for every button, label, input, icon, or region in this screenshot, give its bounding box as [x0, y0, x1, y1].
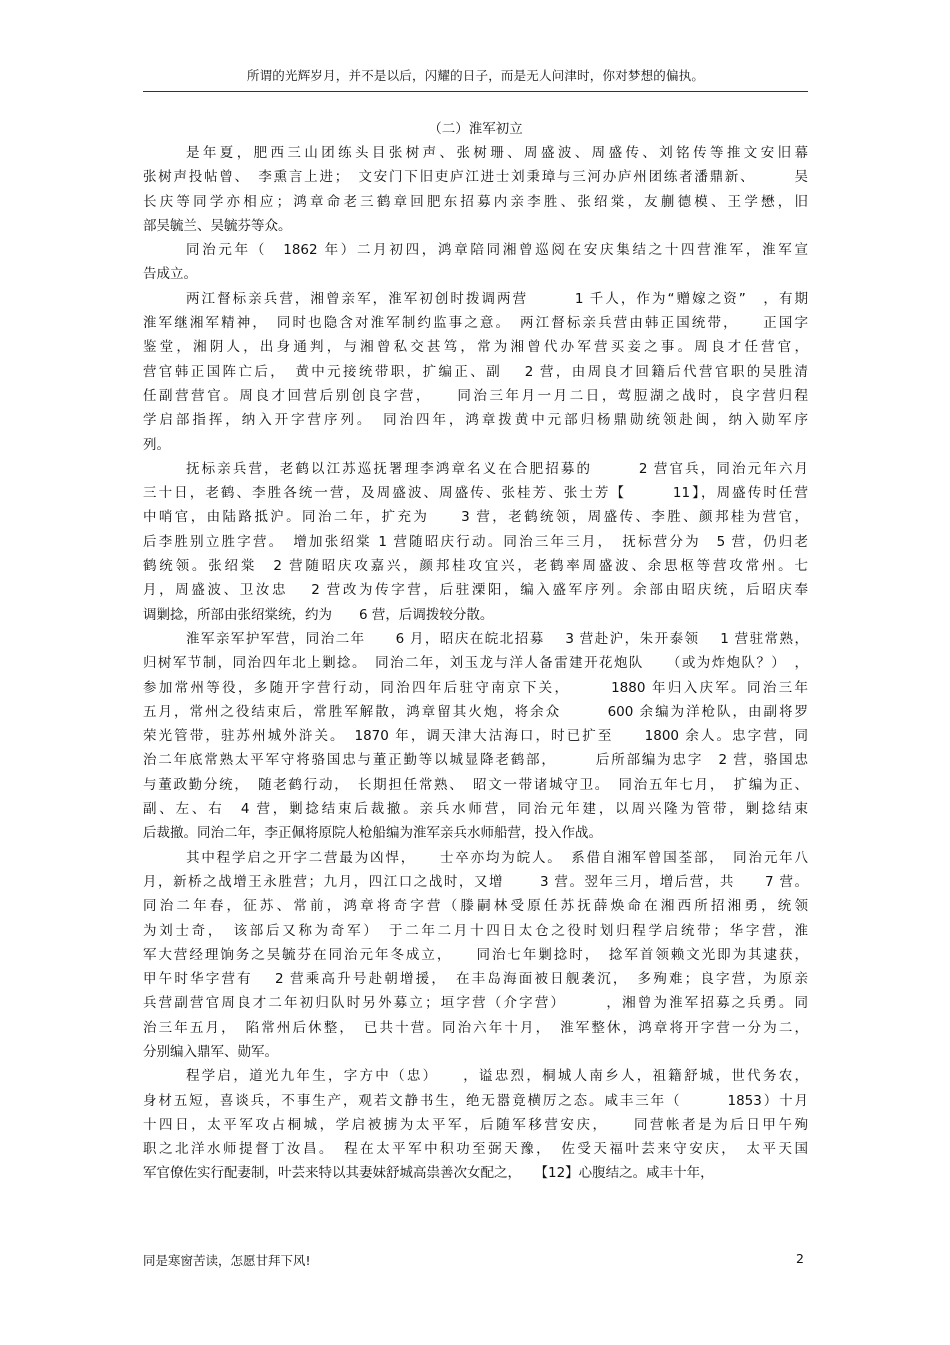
text-line: 中哨官，由陆路抵沪。同治二年，扩充为 3 营，老鹤统领，周盛传、李胜、颜邦桂为营官， [143, 509, 808, 526]
text-line: 三十日，老鹤、李胜各统一营，及周盛波、周盛传、张桂芳、张士芳【 11】，周盛传时任营 [143, 485, 808, 502]
section-title: （二）淮军初立 [428, 121, 523, 137]
text-line: 月，周盛波、卫汝忠 2 营改为传字营，后驻溧阳，编入盛军序列。余部由昭庆统，后昭庆奉 [143, 582, 808, 599]
paragraph [143, 141, 808, 238]
text-line: 营官韩正国阵亡后， 黄中元接统带职，扩编正、副 2 营，由周良才回籍后代营官职的吴胜清 [143, 363, 808, 380]
text-line: 职之北洋水师提督丁汝昌。 程在太平军中积功至弼天豫， 佐受天福叶芸来守安庆， 太平天国 [143, 1141, 808, 1158]
text-line: 月，新桥之战增王永胜营；九月，四江口之战时，又增 3 营。翌年三月，增后营，共 7 营。 [143, 873, 808, 890]
text-line: 长庆等同学亦相应；鸿章命老三鹤章回肥东招募内亲李胜、张绍棠，友蒯德模、王学懋，旧 [143, 193, 808, 210]
header-rule [143, 91, 808, 92]
text-line: 治三年五月， 陷常州后休整， 已共十营。同治六年十月， 淮军整休，鸿章将开字营一分为二， [143, 1019, 808, 1036]
text-line: 荣光管带，驻苏州城外浒关。 1870 年，调天津大沽海口，时已扩至 1800 余人。忠字营，同 [143, 728, 808, 745]
text-line: 兵营副营官周良才二年初归队时另外募立；垣字营（介字营） ，湘曾为淮军招募之兵勇。同 [143, 995, 808, 1012]
text-line: 身材五短，喜谈兵，不事生产，观若文静书生，绝无嚣竟横厉之态。咸丰三年（ 1853）十月 [143, 1092, 808, 1109]
text-line: 张树声投帖曾、 李熏言上进； 文安门下旧吏庐江进士刘秉璋与三河办庐州团练者潘鼎新、 吴 [143, 169, 808, 186]
text-line: 同治元年（ 1862 年）二月初四，鸿章陪同湘曾巡阅在安庆集结之十四营淮军，淮军宣 [186, 242, 808, 259]
text-line: 淮军继湘军精神， 同时也隐含对淮军制约监事之意。 两江督标亲兵营由韩正国统带， 正国字 [143, 315, 808, 332]
text-line: 学启部指挥，纳入开字营序列。 同治四年，鸿章拨黄中元部归杨鼎勋统领赴闽，纳入勋军序 [143, 412, 808, 429]
paragraph [143, 1064, 808, 1185]
text-line: 其中程学启之开字二营最为凶悍， 士卒亦均为皖人。 系借自湘军曾国荃部， 同治元年八 [186, 849, 808, 866]
text-line: 十四日，太平军攻占桐城，学启被掳为太平军，后随军移营安庆， 同营帐者是为后日甲午殉 [143, 1116, 808, 1133]
footer-motto: 同是寒窗苦读，怎愿甘拜下风! [143, 1253, 311, 1268]
paragraph [143, 457, 808, 627]
text-line: 抚标亲兵营，老鹤以江苏巡抚署理李鸿章名义在合肥招募的 2 营官兵，同治元年六月 [186, 460, 808, 477]
text-line: 鉴堂，湘阴人，出身通判，与湘曾私交甚笃，常为湘曾代办军营买妾之事。周良才任营官， [143, 339, 808, 356]
paragraph [143, 287, 808, 457]
text-line: 为刘士奇， 该部后又称为奇军） 于二年二月十四日太仓之役时划归程学启统带；华字营，淮 [143, 922, 808, 939]
text-line: 副、左、右 4 营，剿捻结束后裁撤。亲兵水师营，同治元年建，以周兴隆为管带，剿捻结束 [143, 801, 808, 818]
paragraph [143, 846, 808, 1065]
page-number: 2 [796, 1251, 804, 1266]
text-line: 军官僚佐实行配妻制，叶芸来特以其妻妹舒城高祟善次女配之， 【12】心腹结之。咸丰十年， [143, 1165, 714, 1182]
text-line: 分别编入鼎军、勋军。 [143, 1043, 278, 1060]
text-line: 后裁撤。同治二年，李正佩将原院人枪船编为淮军亲兵水师船营，投入作战。 [143, 825, 602, 842]
text-line: 甲午时华字营有 2 营乘高升号赴朝增援， 在丰岛海面被日舰袭沉， 多殉难；良字营，为原亲 [143, 971, 808, 988]
text-line: 部吴毓兰、吴毓芬等众。 [143, 217, 292, 234]
paragraph [143, 627, 808, 846]
text-line: 同治二年春，征苏、常前，鸿章将奇字营（滕嗣林受原任苏抚薛焕命在湘西所招湘勇，统领 [143, 898, 808, 915]
text-line: 列。 [143, 436, 170, 453]
paragraph [143, 238, 808, 287]
page-header-quote: 所谓的光辉岁月，并不是以后，闪耀的日子，而是无人问津时，你对梦想的偏执。 [246, 68, 705, 83]
text-line: 军大营经理饷务之吴毓芬在同治元年冬成立， 同治七年剿捻时， 捻军首领赖文光即为其逮获， [143, 946, 808, 963]
text-line: 参加常州等役，多随开字营行动，同治四年后驻守南京下关， 1880 年归入庆军。同治三年 [143, 679, 808, 696]
text-line: 后李胜别立胜字营。 增加张绍棠 1 营随昭庆行动。同治三年三月， 抚标营分为 5 营，仍归老 [143, 533, 808, 550]
text-line: 五月，常州之役结束后，常胜军解散，鸿章留其火炮，将余众 600 余编为洋枪队，由副将罗 [143, 703, 808, 720]
body-text [143, 141, 808, 1186]
text-line: 任副营营官。周良才回营后别创良字营， 同治三年月一月二日，莺脰湖之战时，良字营归程 [143, 387, 808, 404]
text-line: 两江督标亲兵营，湘曾亲军，淮军初创时拨调两营 1 千人，作为“赠嫁之资” ，有期 [186, 290, 808, 307]
text-line: 程学启，道光九年生，字方中（忠） ，谥忠烈，桐城人南乡人，祖籍舒城，世代务农， [186, 1068, 808, 1085]
text-line: 与董政勤分统， 随老鹤行动， 长期担任常熟、 昭文一带诸城守卫。 同治五年七月， 扩编为正、 [143, 776, 808, 793]
text-line: 治二年底常熟太平军守将骆国忠与董正勤等以城显降老鹤部， 后所部编为忠字 2 营，骆国忠 [143, 752, 808, 769]
text-line: 告成立。 [143, 266, 197, 283]
text-line: 调剿捻，所部由张绍棠统，约为 6 营，后调拨较分散。 [143, 606, 494, 623]
text-line: 淮军亲军护军营，同治二年 6 月，昭庆在皖北招募 3 营赴沪，朱开泰领 1 营驻常熟， [186, 630, 808, 647]
text-line: 归树军节制，同治四年北上剿捻。 同治二年，刘玉龙与洋人备雷建开花炮队 （或为炸炮队？） ， [143, 655, 808, 672]
text-line: 是年夏，肥西三山团练头目张树声、张树珊、周盛波、周盛传、刘铭传等推文安旧幕 [186, 145, 808, 161]
text-line: 鹤统领。张绍棠 2 营随昭庆攻嘉兴，颜邦桂攻宜兴，老鹤率周盛波、余思枢等营攻常州。七 [143, 558, 808, 575]
